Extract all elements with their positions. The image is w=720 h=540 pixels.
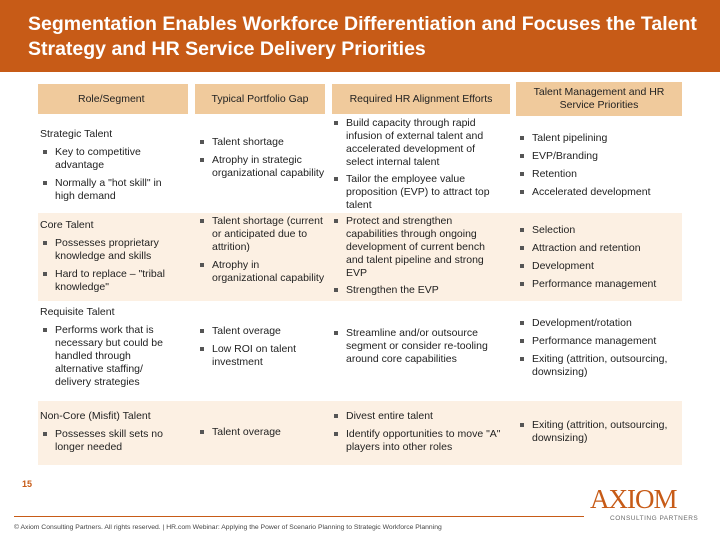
row-core-hr	[331, 215, 503, 301]
row-core-segment	[40, 219, 180, 294]
list-item: Accelerated development	[517, 186, 683, 199]
list-item: Development/rotation	[517, 317, 683, 330]
logo-tagline: CONSULTING PARTNERS	[610, 515, 699, 522]
list-item: Exiting (attrition, outsourcing, downsizing)	[517, 353, 683, 379]
list-item: Talent overage	[197, 426, 325, 439]
list-item: Development	[517, 260, 683, 273]
list-item: Tailor the employee value proposition (EVP) to attract top talent	[331, 173, 503, 212]
header-hr-label: Required HR Alignment Efforts	[349, 92, 493, 105]
row-noncore-talent	[517, 419, 683, 445]
row-requisite-talent	[517, 317, 683, 379]
list-item: Divest entire talent	[331, 410, 503, 423]
list-item: Attraction and retention	[517, 242, 683, 255]
row-noncore-segment	[40, 410, 180, 454]
header-talent-priorities	[516, 82, 682, 116]
list-item: Streamline and/or outsource segment or consider re-tooling around core capabilities	[331, 327, 503, 366]
list-item: Build capacity through rapid infusion of external talent and accelerated development of select internal talent	[331, 117, 503, 169]
list-item: Exiting (attrition, outsourcing, downsizing)	[517, 419, 683, 445]
header-portfolio-gap	[195, 84, 325, 114]
segment-title: Non-Core (Misfit) Talent	[40, 410, 151, 422]
list-item: Key to competitive advantage	[40, 146, 180, 172]
row-requisite-segment	[40, 306, 180, 389]
row-noncore-portfolio	[197, 426, 325, 439]
row-strategic-hr	[331, 117, 503, 216]
list-item: Low ROI on talent investment	[197, 343, 325, 369]
list-item: Atrophy in strategic organizational capability	[197, 154, 325, 180]
list-item: Retention	[517, 168, 683, 181]
header-role-label: Role/Segment	[78, 92, 145, 105]
list-item: EVP/Branding	[517, 150, 683, 163]
header-talent-label: Talent Management and HR Service Priorities	[533, 86, 665, 111]
slide-title: Segmentation Enables Workforce Differentiation and Focuses the Talent Strategy and HR Service Delivery Priorities	[28, 13, 697, 60]
axiom-logo	[590, 484, 700, 530]
list-item: Talent pipelining	[517, 132, 683, 145]
row-strategic-talent	[517, 132, 683, 199]
list-item: Talent overage	[197, 325, 325, 338]
list-item: Protect and strengthen capabilities through ongoing development of current bench and talent pipeline and strong EVP	[331, 215, 503, 280]
list-item: Hard to replace – "tribal knowledge"	[40, 268, 180, 294]
list-item: Performance management	[517, 335, 683, 348]
list-item: Possesses skill sets no longer needed	[40, 428, 180, 454]
row-requisite-portfolio	[197, 325, 325, 369]
footer-divider	[14, 516, 584, 517]
list-item: Performs work that is necessary but could be handled through alternative staffing/ delivery strategies	[40, 324, 180, 389]
segment-title: Requisite Talent	[40, 306, 115, 318]
footer-copyright: © Axiom Consulting Partners. All rights reserved. | HR.com Webinar: Applying the Power of Scenario Planning to Strategic Workforce Planning	[14, 524, 442, 531]
list-item: Selection	[517, 224, 683, 237]
row-strategic-portfolio	[197, 136, 325, 180]
row-core-portfolio	[197, 215, 325, 285]
logo-wordmark: AXIOM	[590, 484, 677, 514]
list-item: Normally a "hot skill" in high demand	[40, 177, 180, 203]
segment-title: Strategic Talent	[40, 128, 113, 140]
list-item: Possesses proprietary knowledge and skills	[40, 237, 180, 263]
list-item: Identify opportunities to move "A" players into other roles	[331, 428, 503, 454]
row-noncore-hr	[331, 410, 503, 454]
page-number: 15	[22, 479, 33, 489]
segment-title: Core Talent	[40, 219, 94, 231]
list-item: Atrophy in organizational capability	[197, 259, 325, 285]
header-hr-alignment	[332, 84, 510, 114]
header-portfolio-label: Typical Portfolio Gap	[211, 92, 309, 105]
list-item: Talent shortage	[197, 136, 325, 149]
header-role-segment	[38, 84, 188, 114]
row-core-talent	[517, 224, 683, 291]
row-strategic-segment	[40, 128, 180, 203]
list-item: Talent shortage (current or anticipated due to attrition)	[197, 215, 325, 254]
title-bar	[0, 0, 720, 72]
row-requisite-hr	[331, 327, 503, 366]
list-item: Performance management	[517, 278, 683, 291]
list-item: Strengthen the EVP	[331, 284, 503, 297]
